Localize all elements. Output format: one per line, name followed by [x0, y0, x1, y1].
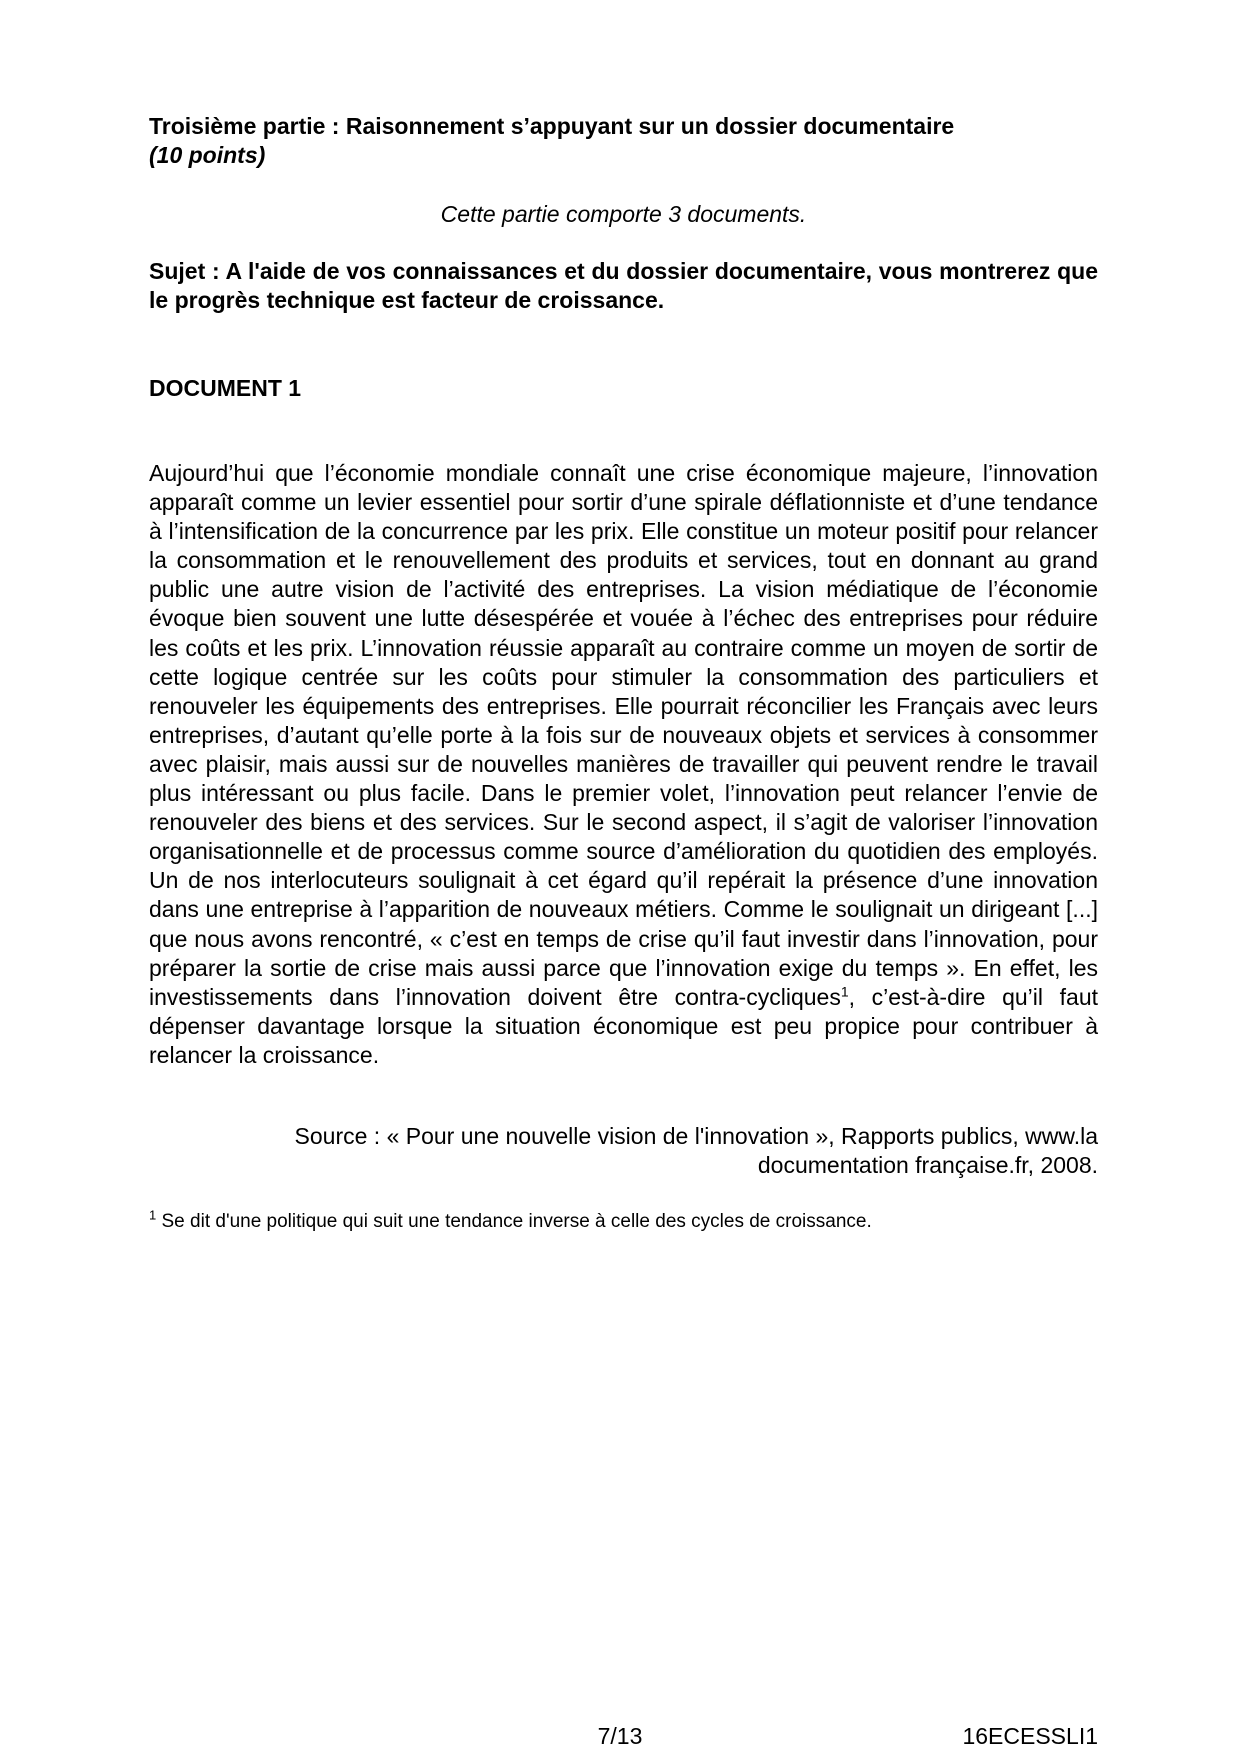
section-title [149, 112, 1098, 170]
source-line-1: Source : « Pour une nouvelle vision de l'innovation », Rapports publics, www.la [294, 1123, 1098, 1149]
footnote [149, 1207, 1098, 1234]
section-intro: Cette partie comporte 3 documents. [440, 201, 807, 227]
section-title-text: Troisième partie : Raisonnement s’appuyant sur un dossier documentaire [149, 113, 955, 139]
subject-text: A l'aide de vos connaissances et du dossier documentaire, vous montrerez que le progrès technique est facteur de croissance. [149, 258, 1099, 313]
document-body-part1: Aujourd’hui que l’économie mondiale connaît une crise économique majeure, l’innovation apparaît comme un levier essentiel pour sortir d’une spirale déflationniste et d’une tendance à l’intensification de la concurrence par les prix. Elle constitue un moteur positif pour relancer la consommation et le renouvellement des produits et services, tout en donnant au grand public une autre vision de l’activité des entreprises. La vision médiatique de l’économie évoque bien souvent une lutte désespérée et vouée à l’échec des entreprises pour réduire les coûts et les prix. L’innovation réussie apparaît au contraire comme un moyen de sortir de cette logique centrée sur les coûts pour stimuler la consommation des particuliers et renouveler les équipements des entreprises. Elle pourrait réconcilier les Français avec leurs entreprises, d’autant qu’elle porte à la fois sur de nouveaux objets et services à consommer avec plaisir, mais aussi sur de nouvelles manières de travailler qui peuvent rendre le travail plus intéressant ou plus facile. Dans le premier volet, l’innovation peut relancer l’envie de renouveler des biens et des services. Sur le second aspect, il s’agit de valoriser l’innovation organisationnelle et de processus comme source d’amélioration du quotidien des employés. Un de nos interlocuteurs soulignait à cet égard qu’il repérait la présence d’une innovation dans une entreprise à l’apparition de nouveaux métiers. Comme le soulignait un dirigeant [...] que nous avons rencontré, « c’est en temps de crise qu’il faut investir dans l’innovation, pour préparer la sortie de crise mais aussi parce que l’innovation exige du temps ». En effet, les investissements dans l’innovation doivent être contra-cycliques [149, 460, 1098, 1010]
footnote-reference: 1 [840, 983, 849, 1000]
footnote-text: Se dit d'une politique qui suit une tendance inverse à celle des cycles de croissance. [156, 1211, 872, 1232]
document-source [149, 1122, 1098, 1180]
subject-label: Sujet : [149, 258, 220, 284]
section-points: (10 points) [149, 142, 266, 168]
document-body [149, 459, 1098, 1070]
document-heading: DOCUMENT 1 [149, 375, 302, 401]
subject [149, 257, 1098, 315]
footnote-number: 1 [149, 1207, 157, 1223]
document-body-part2: , c’est-à-dire qu’il faut dépenser davantage lorsque la situation économique est peu propice pour contribuer à relancer la croissance. [149, 983, 1099, 1068]
page-number: 7/13 [597, 1723, 643, 1749]
source-line-2: documentation française.fr, 2008. [757, 1152, 1098, 1178]
exam-code: 16ECESSLI1 [962, 1723, 1098, 1749]
